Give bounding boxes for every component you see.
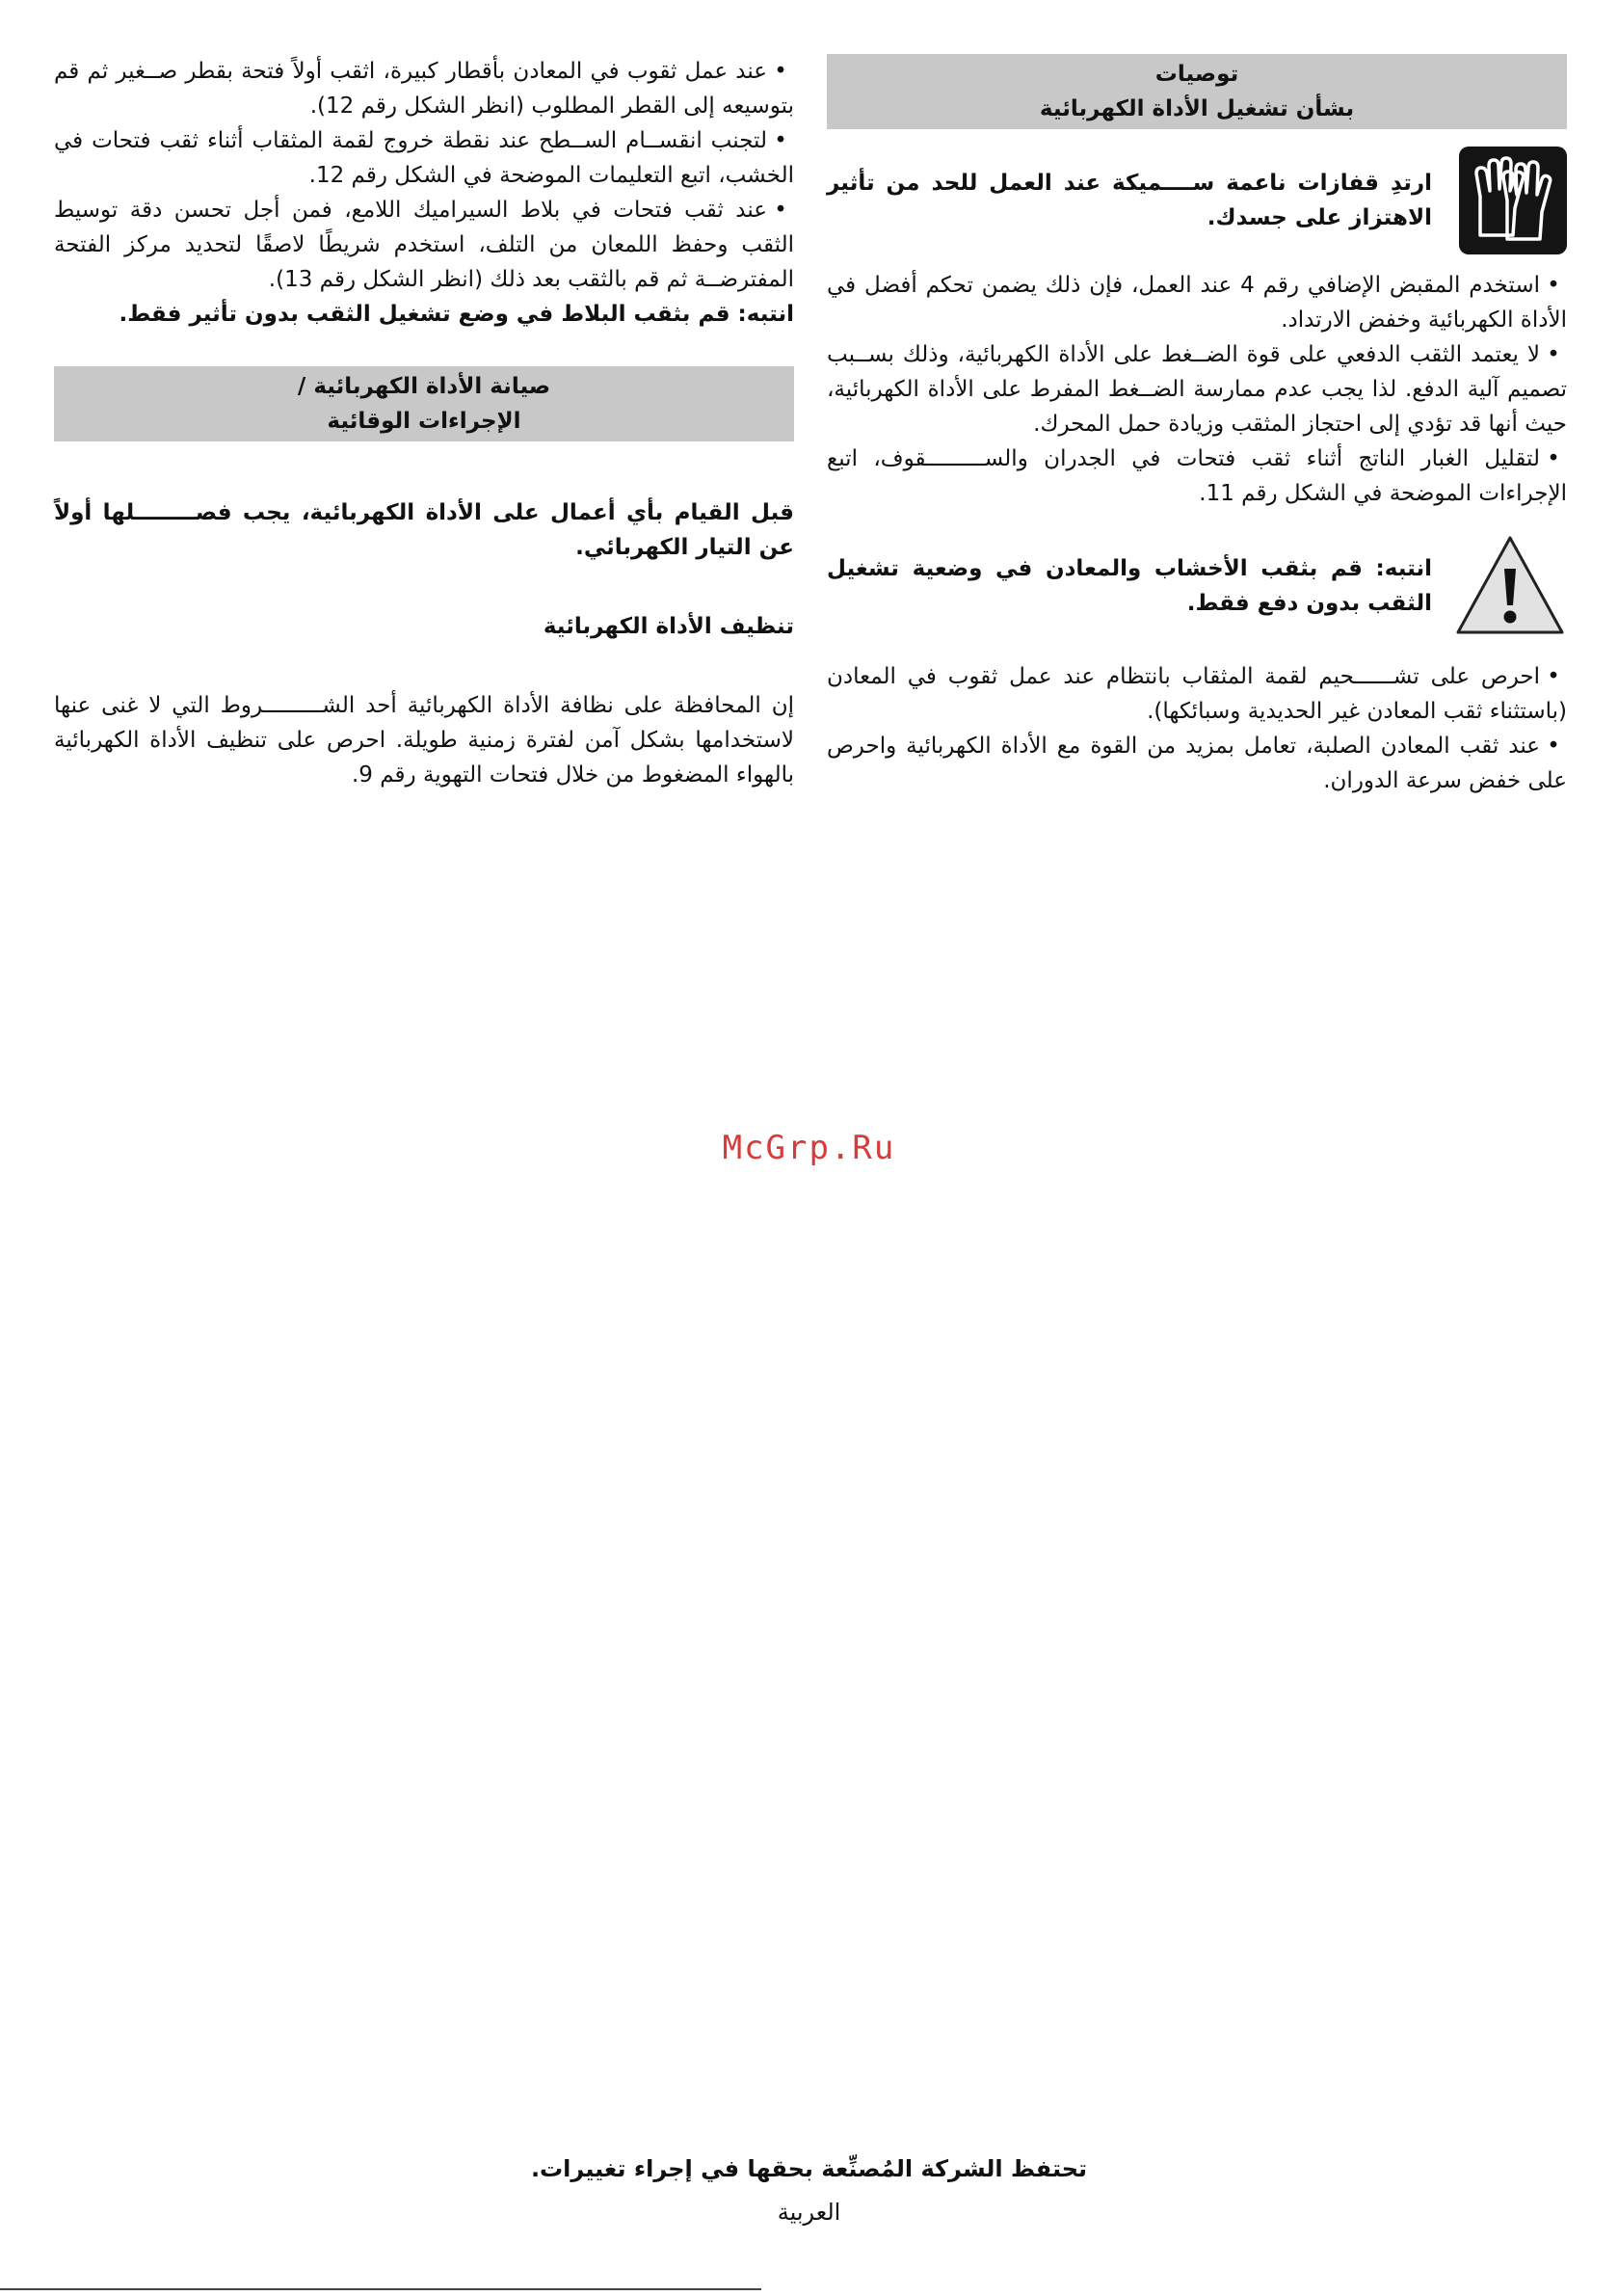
section-header-maintenance	[54, 366, 794, 441]
gloves-note-block	[827, 147, 1567, 254]
bullet-list-3	[54, 54, 794, 332]
list-item: • استخدم المقبض الإضافي رقم 4 عند العمل، فإن ذلك يضمن تحكم أفضل في الأداة الكهربائية وخفض الارتداد.	[827, 268, 1567, 337]
header-line2: بشأن تشغيل الأداة الكهربائية	[1039, 96, 1355, 121]
header-line2: الإجراءات الوقائية	[327, 409, 521, 434]
header-line1: صيانة الأداة الكهربائية /	[297, 374, 551, 399]
warning-note: انتبه: قم بثقب الأخشاب والمعادن في وضعية تشغيل الثقب بدون دفع فقط.	[827, 556, 1432, 616]
cleaning-text: إن المحافظة على نظافة الأداة الكهربائية أحد الشـــــــــروط التي لا غنى عنها لاستخدامها بشكل آمن لفترة زمنية طويلة. احرص على تنظيف الأداة الكهربائية بالهواء المضغوط من خلال فتحات التهوية رقم 9.	[54, 693, 794, 788]
list-item: • عند ثقب المعادن الصلبة، تعامل بمزيد من القوة مع الأداة الكهربائية واحرص على خفض سرعة الدوران.	[827, 729, 1567, 798]
header-line1: توصيات	[1154, 62, 1239, 87]
right-column	[827, 54, 1567, 798]
warning-note-block	[827, 532, 1567, 640]
list-item: • احرص على تشــــــحيم لقمة المثقاب بانتظام عند عمل ثقوب في المعادن (باستثناء ثقب المعادن غير الحديدية وسبائكها).	[827, 659, 1567, 729]
left-column	[54, 54, 794, 792]
section-header-recommendations	[827, 54, 1567, 129]
unplug-note: قبل القيام بأي أعمال على الأداة الكهربائية، يجب فصــــــــلها أولاً عن التيار الكهربائي.	[54, 500, 794, 560]
list-item: • عند ثقب فتحات في بلاط السيراميك اللامع، فمن أجل تحسن دقة توسيط الثقب وحفظ اللمعان من التلف، استخدم شريطًا لاصقًا لتحديد مركز الفتحة المفترضــة ثم قم بالثقب بعد ذلك (انظر الشكل رقم 13).	[54, 193, 794, 297]
list-item: • لتجنب انقســام الســطح عند نقطة خروج لقمة المثقاب أثناء ثقب فتحات في الخشب، اتبع التعليمات الموضحة في الشكل رقم 12.	[54, 123, 794, 193]
footer-note: تحتفظ الشركة المُصنِّعة بحقها في إجراء تغييرات.	[530, 2155, 1088, 2182]
list-item: • لا يعتمد الثقب الدفعي على قوة الضــغط على الأداة الكهربائية، وذلك بســبب تصميم آلية الدفع. لذا يجب عدم ممارسة الضــغط المفرط على الأداة الكهربائية، حيث أنها قد تؤدي إلى احتجاز المثقب وزيادة حمل المحرك.	[827, 337, 1567, 441]
divider	[0, 2288, 761, 2290]
gloves-icon	[1459, 147, 1567, 254]
gloves-note: ارتدِ قفازات ناعمة ســــميكة عند العمل للحد من تأثير الاهتزاز على جسدك.	[827, 171, 1432, 230]
tile-note: انتبه: قم بثقب البلاط في وضع تشغيل الثقب بدون تأثير فقط.	[119, 302, 794, 327]
bullet-list-1	[827, 268, 1567, 511]
list-item: • لتقليل الغبار الناتج أثناء ثقب فتحات في الجدران والســـــــــقوف، اتبع الإجراءات الموضحة في الشكل رقم 11.	[827, 441, 1567, 511]
bullet-list-2	[827, 659, 1567, 798]
footer-language: العربية	[777, 2199, 841, 2226]
warning-triangle-icon	[1453, 532, 1567, 640]
cleaning-title: تنظيف الأداة الكهربائية	[543, 614, 794, 639]
watermark: McGrp.Ru	[722, 1129, 896, 1167]
list-item: • عند عمل ثقوب في المعادن بأقطار كبيرة، اثقب أولاً فتحة بقطر صــغير ثم قم بتوسيعه إلى القطر المطلوب (انظر الشكل رقم 12).	[54, 54, 794, 123]
